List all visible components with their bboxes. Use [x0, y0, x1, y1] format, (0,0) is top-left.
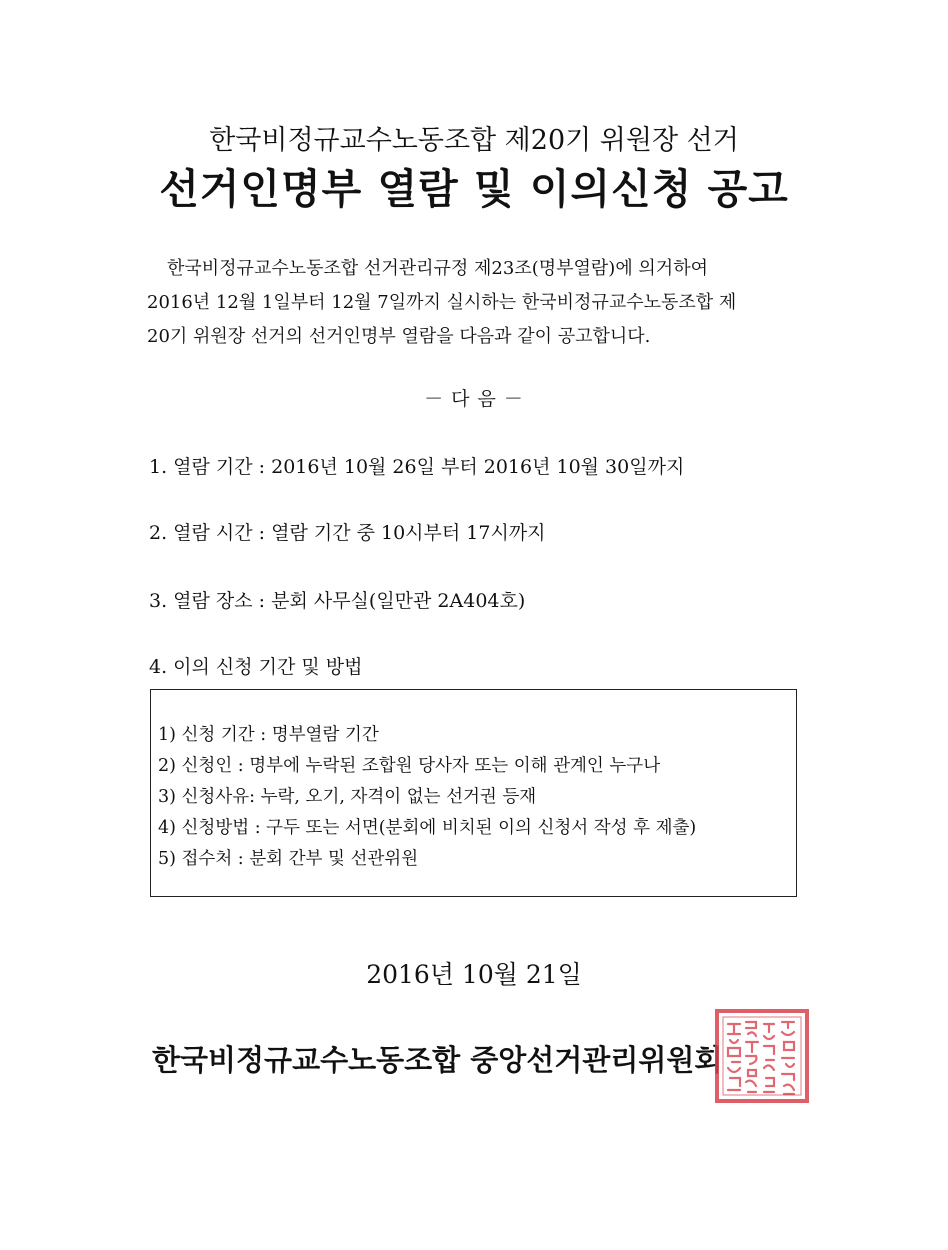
- box-line-reception: 5) 접수처 : 분회 간부 및 선관위원: [158, 849, 419, 869]
- intro-line-3: 20기 위원장 선거의 선거인명부 열람을 다음과 같이 공고합니다.: [147, 326, 651, 347]
- intro-line-2: 2016년 12월 1일부터 12월 7일까지 실시하는 한국비정규교수노동조합 제: [147, 292, 737, 313]
- item-objection-heading: 4. 이의 신청 기간 및 방법: [149, 656, 363, 678]
- box-line-method: 4) 신청방법 : 구두 또는 서면(분회에 비치된 이의 신청서 작성 후 제출): [158, 818, 697, 838]
- daeum-heading: － 다 음 －: [424, 388, 524, 410]
- official-seal-stamp: [714, 1008, 810, 1104]
- item-viewing-location: 3. 열람 장소 : 분회 사무실(일만관 2A404호): [149, 590, 526, 612]
- notice-title: 선거인명부 열람 및 이의신청 공고: [159, 165, 789, 213]
- box-line-reason: 3) 신청사유: 누락, 오기, 자격이 없는 선거권 등재: [158, 787, 537, 807]
- notice-date: 2016년 10월 21일: [366, 960, 582, 989]
- item-viewing-period: 1. 열람 기간 : 2016년 10월 26일 부터 2016년 10월 30일까지: [149, 456, 685, 478]
- notice-subtitle: 한국비정규교수노동조합 제20기 위원장 선거: [209, 125, 739, 156]
- intro-line-1: 한국비정규교수노동조합 선거관리규정 제23조(명부열람)에 의거하여: [167, 258, 708, 279]
- box-line-period: 1) 신청 기간 : 명부열람 기간: [158, 725, 379, 745]
- intro-paragraph: [147, 252, 802, 354]
- item-viewing-hours: 2. 열람 시간 : 열람 기간 중 10시부터 17시까지: [149, 522, 546, 544]
- organization-name: 한국비정규교수노동조합 중앙선거관리위원회: [152, 1043, 723, 1077]
- box-line-applicant: 2) 신청인 : 명부에 누락된 조합원 당사자 또는 이해 관계인 누구나: [158, 756, 661, 776]
